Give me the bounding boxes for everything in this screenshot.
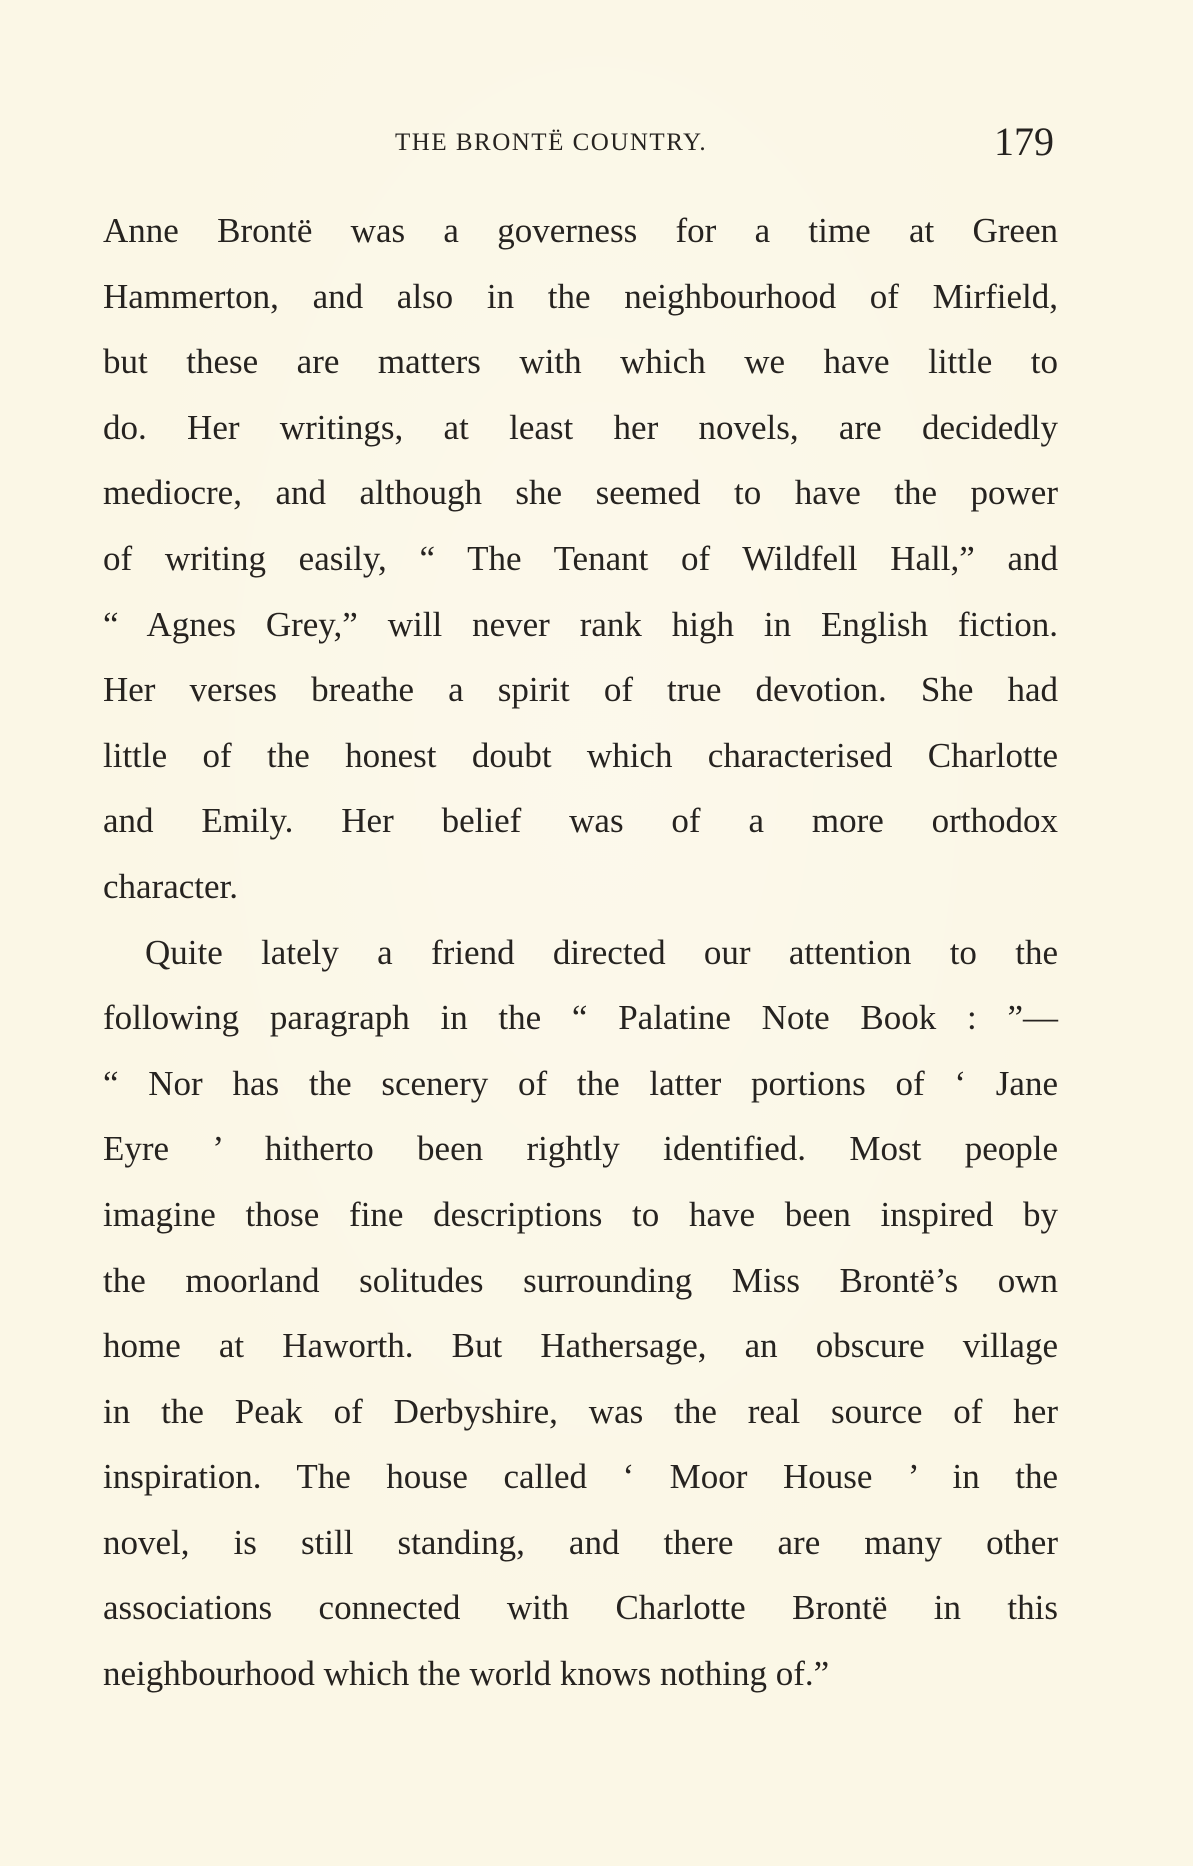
page-number: 179 bbox=[994, 119, 1054, 164]
text-line: mediocre, and although she seemed to have the power bbox=[103, 473, 1058, 513]
text-line: neighbourhood which the world knows nothing of.” bbox=[103, 1654, 830, 1694]
text-line: Quite lately a friend directed our attention to the bbox=[145, 932, 1058, 972]
text-line: Eyre ’ hitherto been rightly identified. Most people bbox=[103, 1129, 1058, 1169]
text-line: little of the honest doubt which characterised Charlotte bbox=[103, 735, 1058, 775]
text-line: of writing easily, “ The Tenant of Wildfell Hall,” and bbox=[103, 538, 1058, 578]
text-line: and Emily. Her belief was of a more orthodox bbox=[103, 801, 1058, 841]
text-line: Her verses breathe a spirit of true devotion. She had bbox=[103, 670, 1058, 710]
running-head: THE BRONTË COUNTRY. bbox=[395, 129, 708, 156]
text-line: “ Agnes Grey,” will never rank high in English fiction. bbox=[103, 604, 1058, 644]
text-line: the moorland solitudes surrounding Miss Brontë’s own bbox=[103, 1260, 1058, 1300]
body-text bbox=[103, 198, 1058, 1707]
text-line: following paragraph in the “ Palatine Note Book : ”— bbox=[103, 998, 1058, 1038]
text-line: character. bbox=[103, 866, 239, 906]
text-line: inspiration. The house called ‘ Moor House ’ in the bbox=[103, 1457, 1058, 1497]
text-line: “ Nor has the scenery of the latter portions of ‘ Jane bbox=[103, 1063, 1058, 1103]
text-line: Anne Brontë was a governess for a time at Green bbox=[103, 211, 1058, 250]
text-line: but these are matters with which we have little to bbox=[103, 342, 1058, 382]
text-line: home at Haworth. But Hathersage, an obscure village bbox=[103, 1326, 1058, 1366]
text-line: associations connected with Charlotte Brontë in this bbox=[103, 1588, 1058, 1628]
text-line: novel, is still standing, and there are many other bbox=[103, 1522, 1058, 1562]
text-line: imagine those fine descriptions to have been inspired by bbox=[103, 1194, 1058, 1234]
text-line: do. Her writings, at least her novels, are decidedly bbox=[103, 407, 1058, 447]
text-line: in the Peak of Derbyshire, was the real source of her bbox=[103, 1391, 1058, 1431]
text-line: Hammerton, and also in the neighbourhood of Mirfield, bbox=[103, 276, 1058, 316]
